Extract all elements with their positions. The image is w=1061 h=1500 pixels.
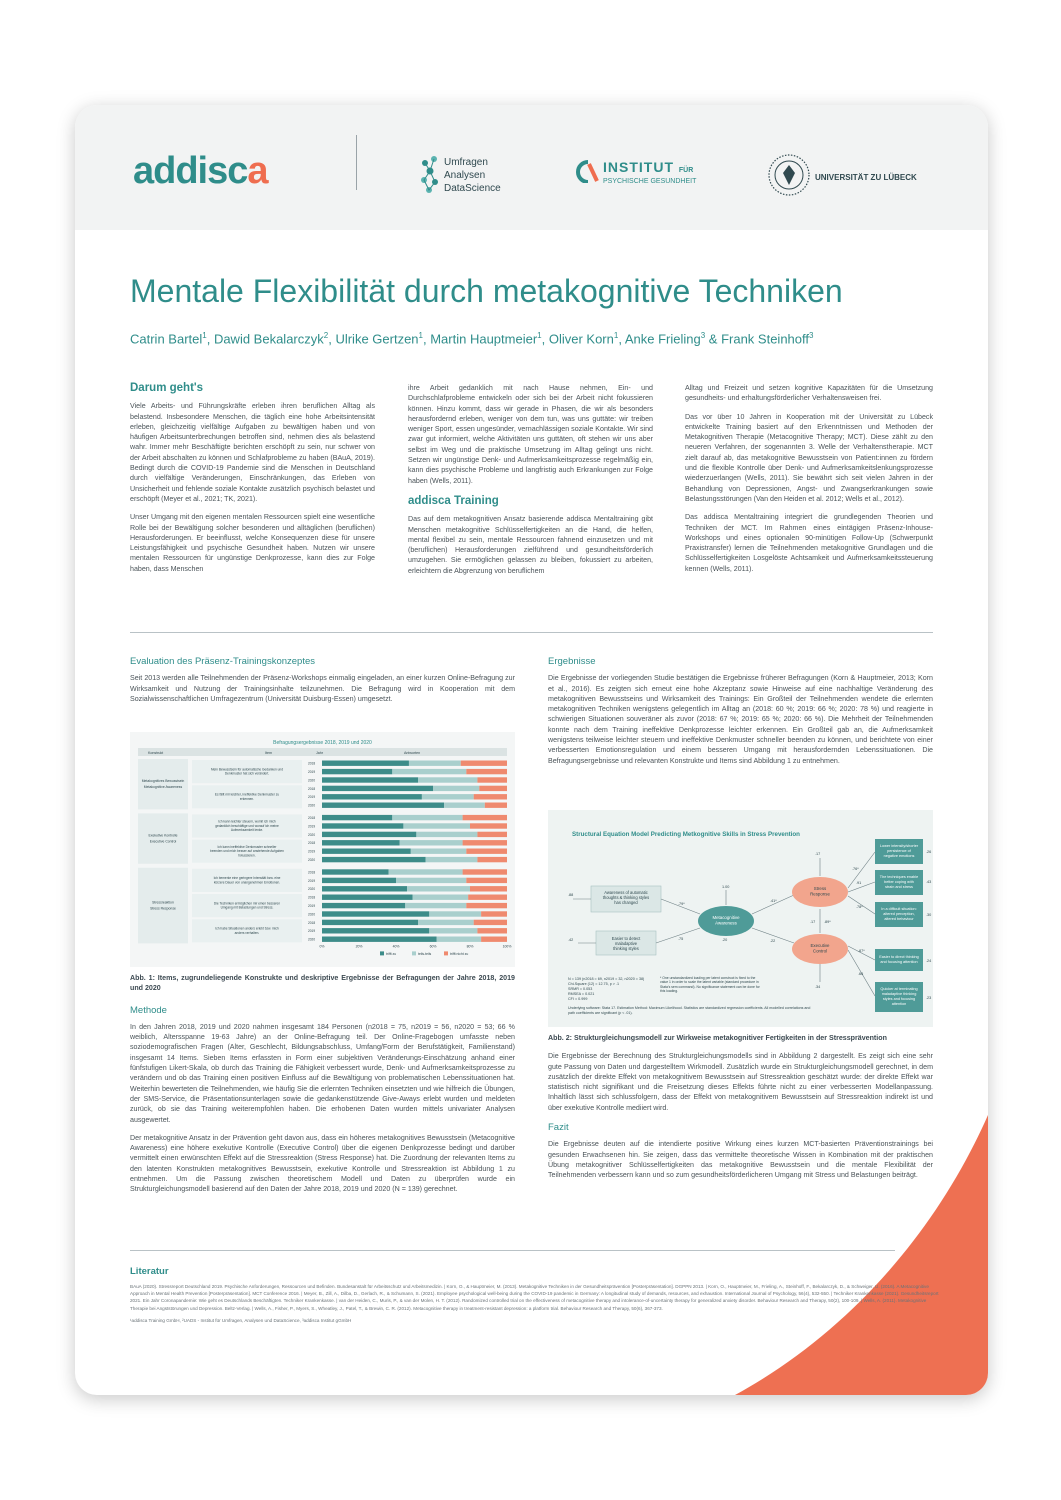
- uads-molecule-icon: [420, 155, 442, 195]
- fig2-node-label: Stress Response: [810, 886, 830, 897]
- fig1-bar-segment: [466, 769, 507, 774]
- fig1-column-header: Antworten: [404, 751, 421, 755]
- fig1-bar-segment: [463, 815, 507, 820]
- section-heading-methode: Methode: [130, 1004, 167, 1016]
- fig1-item-label: Ich bemerke eine geringere Intensität bzw. eine: [213, 876, 281, 881]
- fig1-axis-tick: 100%: [502, 944, 512, 949]
- fig1-year-label: 2018: [308, 786, 316, 791]
- paragraph: Viele Arbeits- und Führungskräfte erleben ihren beruflichen Alltag als belastend. Insbesondere Menschen, die täglich eine hohe Arbeitsintensität erleben, gleichzeitig vielfältige Aufgaben zu bewältigen haben und von häufigen Arbeitsunterbrechungen betroffen sind, nehmen dies als belastend wahr. Immer mehr Beschäftigte berichten erschöpft zu sein, nur schwer von der Arbeit abschalten zu können und Schlafprobleme zu haben (BAuA, 2019). Bedingt durch die COVID-19 Pandemie sind die Menschen in Deutschland durch vielfältige Veränderungen, Einschränkungen, das Erleben von Unsicherheit und fehlende soziale Kontakte zusätzlich psychisch belastet und erschöpft (Meyer et al., 2021; TK, 2021).: [130, 402, 375, 503]
- fig2-right-text: Quicker at terminating maladaptive thinking styles and focusing attention: [880, 987, 918, 1006]
- fig1-bar-segment: [322, 857, 426, 862]
- affiliations-text: ¹addisca Training GmbH, ²UADS - Institut für Umfragen, Analysen und DataScience, ³addisca Institut gGmbH: [130, 1317, 352, 1323]
- fig2-coef: .79*: [678, 902, 685, 906]
- fig1-bar-segment: [411, 849, 467, 854]
- fig1-bar-segment: [322, 769, 392, 774]
- fig1-legend-swatch: [444, 951, 448, 955]
- fig1-bar-segment: [392, 815, 462, 820]
- fig1-bar-segment: [416, 832, 477, 837]
- author-list: Catrin Bartel$^1$, Dawid Bekalarczyk$^2$, Ulrike Gertzen$^1$, Martin Hauptmeier$^1$, Oliver Korn$^1$, Anke Frieling$^3$ & Frank Steinhoff$^3$: [130, 331, 814, 347]
- fig1-construct-label: Stressreaktion: [152, 900, 174, 905]
- fig2-coef: .76*: [852, 867, 859, 871]
- section-heading-literatur: Literatur: [130, 1266, 169, 1277]
- fig1-title: Befragungsergebnisse 2018, 2019 und 2020: [273, 740, 372, 746]
- fig1-axis-tick: 80%: [466, 944, 474, 949]
- fig1-bar-segment: [409, 761, 461, 766]
- fig1-bar-segment: [481, 911, 507, 916]
- fig1-year-label: 2019: [308, 770, 316, 774]
- paragraph: Das addisca Mentaltraining integriert die grundlegenden Theorien und Techniken der MCT. Im Rahmen eines eintägigen Präsenz-Inhouse-Workshops und eines optionalen 90-minütigen Follow-Up (Schwerpunkt Praxistransfer) lernen die Teilnehmenden metakognitive Grundlagen und die Schlüsselfertigkeiten Losgelöste Achtsamkeit und Aufmerksamkeitssteuerung kennen (Wells, 2011).: [685, 513, 933, 573]
- fig2-coef: .88: [568, 893, 574, 897]
- fig1-year-label: 2020: [308, 803, 316, 808]
- fig2-software-box: [568, 1006, 818, 1020]
- university-name: UNIVERSITÄT ZU LÜBECK: [815, 173, 917, 182]
- fig1-bar-segment: [322, 928, 429, 933]
- figure-2-caption: Abb. 2: Strukturgleichungsmodell zur Wirkweise metakognitiver Fertigkeiten in der Stressprävention: [548, 1034, 887, 1042]
- fig1-bar-segment: [477, 928, 507, 933]
- fig2-coef: .66: [858, 972, 864, 976]
- fig1-bar-segment: [437, 937, 481, 942]
- fig1-bar-segment: [466, 903, 507, 908]
- fig2-stat: CFI = 0.999: [568, 997, 588, 1001]
- fig1-year-label: 2019: [308, 795, 316, 800]
- fig1-bar-segment: [468, 895, 507, 900]
- fig1-year-label: 2020: [308, 832, 316, 837]
- institut-logo-title: INSTITUT FÜR: [603, 159, 694, 175]
- fig1-bar-segment: [322, 823, 403, 828]
- fig1-bar-segment: [322, 911, 429, 916]
- section-heading-training: addisca Training: [408, 494, 499, 507]
- fig1-bar-segment: [418, 920, 474, 925]
- university-seal-icon: [767, 153, 811, 197]
- author: Oliver Korn: [548, 331, 614, 347]
- fig1-bar-segment: [322, 895, 413, 900]
- fig1-bar-segment: [470, 886, 507, 891]
- paragraph: In den Jahren 2018, 2019 und 2020 nahmen insgesamt 184 Personen (n2018 = 75, n2019 = 56, n2020 = 53; 66 % weiblich, Altersspanne 19-63 Jahre) an der Online-Befragung teil. Der Online-Fragebogen umfasste neben soziodemografischen Fragen (Alter, Geschlecht, Bildungsabschluss, Umfang/Form der Berufstätigkeit, Familienstand) insgesamt 14 Items. Sieben Items erfassten in Form einer subjektiven Veränderungs-Einschätzung anhand einer fünfstufigen Likert-Skala, ob durch das Training die Fähigkeit verbessert wurde, Denk- und Aufmerksamkeitsprozesse zu verändern und ob das Training einen positiven Einfluss auf die Bewältigung von problematischen Lebenssituationen hat. Weiterhin bewerteten die Teilnehmenden, wie häufig Sie die erlernten Techniken einsetzten und wie hilfreich die Übungen, der SMS-Service, die Präsentationsunterlagen sowie die gedankenstützende Give-Aways erlebt wurden und meldeten zurück, ob sie das Training weiterempfohlen haben. Die erhobenen Daten wurden mittels univariater Analysen ausgewertet.: [130, 1022, 515, 1124]
- fig1-item-label: Die Techniken ermöglichen mir einen besseren: [213, 901, 281, 906]
- fig2-item-text: Awareness of automatic thoughts & thinking styles has changed: [602, 890, 650, 905]
- author: Ulrike Gertzen: [335, 331, 419, 347]
- paragraph: Die Ergebnisse der Berechnung des Strukturgleichungsmodells sind in Abbildung 2 dargestellt. Es zeigt sich eine sehr gute Passung von Daten und dargestelltem Wirkmodell. Zusätzlich wurde ein Strukturgleichungsmodell gerechnet, in dem zusätzlich der direkte Effekt von metakognitivem Bewusstsein auf Stressreaktion geschätzt wurde: der direkte Effekt war statistisch nicht signifikant und die Freisetzung dieses Effekts führte nicht zu einer verbesserten Modellanpassung. Inhaltlich lässt sich schlussfolgern, dass der Effekt von metakognitivem Bewusstsein auf Stressreaktion indirekt ist und über exekutive Kontrolle mediiert wird.: [548, 1052, 933, 1112]
- fig1-legend-label: trifft nicht zu: [450, 951, 469, 956]
- figure-2-sem-diagram: [548, 810, 933, 1027]
- fig1-axis-tick: 20%: [355, 944, 363, 949]
- fig2-node-label: Metacognitive Awareness: [712, 915, 740, 926]
- intro-column-3: [685, 383, 933, 582]
- fig1-year-label: 2018: [308, 816, 316, 820]
- fig2-stat: N = 139 (n2018 = 69, n2019 = 32, n2020 = 38): [568, 977, 645, 981]
- fig2-coef: .89*: [824, 920, 831, 924]
- fig1-construct-cell: [138, 813, 188, 863]
- fig2-coef: .75: [678, 937, 684, 941]
- fig1-construct-cell: [138, 868, 188, 944]
- references-heading-block: [130, 1267, 330, 1283]
- fig1-bar-segment: [389, 869, 463, 874]
- fig2-coef: .30: [926, 913, 932, 917]
- paragraph: Der metakognitive Ansatz in der Prävention geht davon aus, dass ein höheres metakognitives Bewusstsein (Metacognitive Awareness) eine höhere exekutive Kontrolle (Executive Control) über die eigenen Denkprozesse bedingt und darüber vermittelt einen erwünschten Effekt auf die Stressreaktion (Stress Response) hat. Die Zuordnung der relevanten Items zu den latenten Konstrukten metakognitives Bewusstsein, exekutive Kontrolle und Stressreaktion ist Abbildung 1 zu entnehmen. Um die Passung zwischen theoretischem Modell und Daten zu überprüfen wurde ein Strukturgleichungsmodell basierend auf den Daten der Jahre 2018, 2019 und 2020 (N = 139) gerechnet.: [130, 1133, 515, 1194]
- fig1-bar-segment: [405, 903, 466, 908]
- intro-column-2: [408, 383, 653, 584]
- fig1-year-label: 2020: [308, 912, 316, 917]
- fig1-year-label: 2020: [308, 858, 316, 862]
- fig1-year-label: 2019: [308, 849, 316, 854]
- fig2-coef: .91: [856, 881, 862, 885]
- uads-logo-text: Umfragen Analysen DataScience: [444, 157, 501, 194]
- fig1-construct-label: Stress Response: [150, 906, 176, 911]
- uads-logo: [420, 155, 540, 200]
- fig1-year-label: 2020: [308, 778, 316, 783]
- fig1-bar-segment: [466, 878, 507, 883]
- paragraph: Seit 2013 werden alle Teilnehmenden der Präsenz-Workshops einmalig eingeladen, an einer kurzen Online-Befragung zur Wirksamkeit und Nutzung der Trainingsinhalte teilzunehmen. Die Befragung wird in Kooperation mit dem Sozialwissenschaftlichen Umfragezentrum (Universität Duisburg-Essen) umgesetzt.: [130, 674, 515, 703]
- fig1-year-label: 2019: [308, 929, 316, 934]
- fig1-year-label: 2018: [308, 895, 316, 900]
- fig2-stat: RMSEA = 0.021: [568, 992, 595, 996]
- fig1-item-label: erkennen.: [239, 796, 255, 801]
- fig1-bar-segment: [433, 786, 479, 791]
- fig1-legend-label: teils-teils: [418, 951, 432, 956]
- fig1-bar-segment: [322, 794, 422, 799]
- fig1-item-label: Ich kann ineffektive Denkmuster schneller: [217, 844, 277, 849]
- fig2-right-text: The techniques enable better coping with strain and stress: [879, 875, 919, 889]
- section-heading-darum: Darum geht's: [130, 382, 204, 394]
- evaluation-column: [130, 657, 515, 712]
- section-heading-evaluation: Evaluation des Präsenz-Trainingskonzeptes: [130, 656, 315, 667]
- paragraph: Das vor über 10 Jahren in Kooperation mit der Universität zu Lübeck entwickelte Training basiert auf den Erkenntnissen und Methoden der Metakognitiven Therapie (Metacognitive Therapy; MCT). Diese zählt zu den neueren Verfahren, der sogenannten 3. Welle der Verhaltenstherapie. MCT zielt darauf ab, das metakognitive Bewusstsein von Patient:innen zu fördern und die flexible Kontrolle über Denk- und Aufmerksamkeitslenkungsprozesse wiederzuerlangen (Wells, 2011). Sie bewährt sich seit vielen Jahren in der Behandlung von Depressionen, Angst- und Zwangserkrankungen sowie Belastungsstörungen (Van den Heiden et al. 2012; Wells et al., 2012).: [685, 412, 933, 503]
- fig1-item-label: Mein Bewusstsein für automatische Gedanken und: [211, 767, 283, 772]
- fig1-bar-segment: [322, 840, 400, 845]
- fig2-coef: .23: [926, 996, 932, 1000]
- fig1-bar-segment: [463, 869, 507, 874]
- author: Dawid Bekalarczyk: [213, 331, 324, 347]
- fig2-coef: .20: [722, 938, 728, 942]
- intro-column-1: [130, 383, 375, 582]
- paragraph: Die Ergebnisse deuten auf die intendierte positive Wirkung eines kurzen MCT-basierten Präventionstrainings bei gesunden Erwachsenen hin. Sie zeigen, dass das vermittelte theoretische Wissen in Kombination mit der praktischen Übung metakognitiver Schlüsselfertigkeiten das metakognitive Bewusstsein und die mentale Flexibilität der Teilnehmenden verbessern kann und so zum gesundheitsförderlicheren Umgang mit Stress und Belastungen beiträgt.: [548, 1140, 933, 1180]
- fig1-bar-segment: [477, 777, 507, 782]
- fig2-stats: [568, 977, 644, 1001]
- fig2-coef: .26: [926, 850, 932, 854]
- addisca-logo: addisca: [133, 150, 268, 192]
- section-divider: [130, 1250, 895, 1251]
- paragraph: Die Ergebnisse der vorliegenden Studie bestätigen die Ergebnisse früherer Befragungen (Korn & Hauptmeier, 2013; Korn et al., 2016). Es zeigten sich erneut eine hohe Akzeptanz sowie Hinweise auf eine nachhaltige Veränderung des metakognitiven Bewusstseins und Wirksamkeit des Trainings: Ein Großteil der Teilnehmenden wendete die erlernten metakognitiven Techniken wenigstens gelegentlich im Alltag an (2018: 60 %; 2019: 66 %; 2020: 78 %) und reagierte in schwierigen Situationen souveräner als zuvor (2018: 67 %; 2019: 65 %; 2020: 66 %). Die Mehrheit der Teilnehmenden konnte nach dem Training ineffektive Denkprozesse leichter erkennen. Ein Großteil gab an, die Aufmerksamkeit wenigstens teilweise leichter steuern und ineffektive Denkmuster schneller beenden zu können, und berichtete von einer verbesserten Emotionsregulation und einem besseren Umgang mit herausfordernden Lebenssituationen. Die Befragungsergebnisse und relevanten Konstrukte und Items sind Abbildung 1 zu entnehmen.: [548, 674, 933, 765]
- results-column-lower: [548, 1033, 933, 1189]
- fig1-bar-segment: [474, 920, 507, 925]
- fig2-coef: .43: [926, 880, 932, 884]
- fig1-bar-segment: [422, 794, 474, 799]
- fig1-bar-segment: [322, 761, 409, 766]
- luebeck-logo: [767, 153, 917, 202]
- fig1-bar-segment: [392, 769, 466, 774]
- institut-mark-icon: [575, 159, 601, 183]
- fig1-item-label: fokussieren.: [238, 853, 256, 858]
- author: Catrin Bartel: [130, 331, 203, 347]
- fig1-item-label: Umgang mit Belastungen und Stress.: [220, 905, 274, 910]
- figure-2-svg: [548, 810, 933, 1027]
- fig1-year-label: 2018: [308, 841, 316, 846]
- fig1-year-label: 2018: [308, 870, 316, 875]
- figure-1-caption: Abb. 1: Items, zugrundeliegende Konstrukte und deskriptive Ergebnisse der Befragungen der Jahre 2018, 2019 und 2020: [130, 974, 515, 993]
- fig1-bar-segment: [322, 777, 418, 782]
- fig2-right-text: In a difficult situation: altered perception, altered behaviour: [881, 907, 917, 921]
- poster-title: Mentale Flexibilität durch metakognitive Techniken: [130, 273, 843, 309]
- fig1-bar-segment: [426, 857, 478, 862]
- fig2-coef: 1.00: [722, 885, 730, 889]
- fig1-bar-segment: [461, 761, 507, 766]
- fig1-item-label: Aufmerksamkeit lenke.: [230, 828, 264, 833]
- fig1-column-header: Item: [265, 751, 272, 755]
- fig1-legend-swatch: [380, 951, 384, 955]
- fig1-bar-segment: [322, 869, 389, 874]
- fig2-coef: .87*: [858, 949, 865, 953]
- fig2-title: Structural Equation Model Predicting Metkognitive Skills in Stress Prevention: [572, 831, 800, 838]
- fig1-column-header: Konstrukt: [148, 751, 164, 755]
- fig1-item-label: kürzere Dauer von unangenehmen Emotionen.: [213, 880, 281, 885]
- fig1-bar-segment: [429, 911, 481, 916]
- fig1-bar-segment: [322, 786, 433, 791]
- fig1-axis-tick: 0%: [319, 944, 325, 949]
- fig1-construct-label: Metakognitive Awareness: [143, 785, 183, 790]
- fig2-item-text: Easier to detect maladaptive thinking styles: [611, 936, 641, 951]
- fig2-coef: .78*: [856, 905, 863, 909]
- fig1-item-label: beenden und mich besser auf anstehende Aufgaben: [210, 849, 284, 854]
- fig2-coef: .22: [770, 939, 776, 943]
- figure-1-svg: [130, 732, 515, 967]
- fig2-right-text: Easier to direct thinking and focusing attention: [879, 955, 919, 964]
- fig2-stat: SRMR = 0.053: [568, 987, 593, 991]
- fig2-footnote-box: [660, 976, 760, 1006]
- fig1-bar-segment: [396, 878, 466, 883]
- fig1-bar-segment: [322, 878, 396, 883]
- references-list: [130, 1283, 940, 1329]
- fig2-footnote: * One unstandardized loading per latent construct is fixed to the value 1 in order to scale the latent variable (standard procedure in Stata's sem command). No significance statement can be done for this loading.: [660, 976, 760, 994]
- fig2-coef: .24: [926, 959, 932, 963]
- fig1-bar-segment: [322, 832, 416, 837]
- fig1-year-label: 2020: [308, 937, 316, 942]
- fig1-bar-segment: [481, 937, 507, 942]
- fig1-bar-segment: [322, 849, 411, 854]
- fig1-bar-segment: [466, 849, 507, 854]
- fig1-bar-segment: [485, 803, 507, 808]
- fig1-bar-segment: [463, 840, 507, 845]
- fig1-bar-segment: [322, 803, 444, 808]
- paragraph: Das auf dem metakognitiven Ansatz basierende addisca Mentaltraining gibt Menschen metakognitive Schlüsselfertigkeiten an die Hand, die helfen, mental flexibel zu sein, mentale Ressourcen fahnend einzusetzen und mit (beruflichen) Herausforderungen zielführend und gesundheitsförderlich umzugehen. Sie ermöglichen gelassen zu bleiben, fokussiert zu arbeiten, erleichtern die Abgrenzung von beruflichem: [408, 515, 653, 575]
- fig1-column-header: Jahr: [316, 751, 323, 755]
- fig1-bar-segment: [418, 777, 477, 782]
- fig2-right-items: [875, 839, 923, 1012]
- fig1-item-label: Ich kann leichter steuern, womit ich mich: [218, 819, 276, 824]
- fig1-bar-segment: [470, 823, 507, 828]
- fig1-item-label: Ich habe Situationen anders erlebt bzw. mich: [215, 926, 279, 931]
- fig1-axis-tick: 60%: [429, 944, 437, 949]
- figure-1-chart: [130, 732, 515, 967]
- figure-1-caption-block: [130, 973, 515, 1203]
- fig1-bar-segment: [322, 920, 418, 925]
- section-heading-ergebnisse: Ergebnisse: [548, 656, 596, 667]
- fig1-construct-cell: [138, 759, 188, 809]
- fig1-bar-segment: [429, 928, 477, 933]
- fig1-year-label: 2019: [308, 904, 316, 908]
- fig1-item-label: Es fällt mir leichter, ineffektive Denkmuster zu: [214, 792, 280, 797]
- fig1-item-label: anders verhalten.: [234, 930, 260, 935]
- fig1-construct-label: Exekutive Kontrolle: [148, 833, 178, 838]
- fig1-year-label: 2018: [308, 920, 316, 925]
- paragraph: Alltag und Freizeit und setzen kognitive Kapazitäten für die Umsetzung gesundheits- und erhaltungsförderlicher Verhaltensweisen frei.: [685, 384, 933, 403]
- author: Frank Steinhoff: [721, 331, 809, 347]
- author: Martin Hauptmeier: [430, 331, 538, 347]
- section-divider: [130, 632, 933, 633]
- fig2-software: Underlying software: Stata 17. Estimation Method: Maximum Likelihood. Statistics are standardized regression coefficients. All modelled correlations and path coefficients are significant (p < .01).: [568, 1006, 811, 1015]
- fig1-year-label: 2019: [308, 878, 316, 883]
- logo-divider: [356, 135, 357, 190]
- fig1-year-label: 2018: [308, 761, 316, 766]
- fig1-bar-segment: [477, 832, 507, 837]
- fig1-bar-segment: [479, 786, 507, 791]
- fig2-stat: Chi-Square (12) = 12.75, p > .1: [568, 982, 620, 986]
- results-column: [548, 657, 933, 774]
- fig1-year-label: 2020: [308, 887, 316, 892]
- fig1-construct-label: Executive Control: [149, 839, 177, 844]
- author: Anke Frieling: [624, 331, 701, 347]
- fig1-bar-segment: [322, 886, 407, 891]
- references-text: BAuA (2020). Stressreport Deutschland 2019. Psychische Anforderungen, Ressourcen und Befinden. Bundesanstalt für Arbeitsschutz und Arbeitsmedizin. | Korn, O., & Hauptmeier, M. (2013). Metakognitive Techniken in der Gesundheitsprävention [Posterpräsentation]. DGPPN 2013. | Korn, O., Hauptmeier, M., Frieling, A., Steinhoff, F., Bekalarczyk, D., & Schweiger, U. (2016). A Metacognitive Approach in Mental Health Prevention [Posterpräsentation]. MCT Conference 2016. | Meyer, B., Zill, A., Dilba, D., Gerlach, R., & Schumann, S. (2021). Employee psychological well-being during the COVID-19 pandemic in Germany: A longitudinal study of demands, resources, and exhaustion. International Journal of Psychology, 56(4), 532-550. | Techniker Krankenkasse (2021). Gesundheitsreport 2021. Ein Jahr Coronapandemie: Wie geht es Deutschlands Beschäftigten. Techniker Krankenkasse. | van der Heiden, C., Muris, P., & van der Molen, H. T. (2012). Randomized controlled trial on the effectiveness of metacognitive therapy and intolerance-of-uncertainty therapy for generalized anxiety disorder. Behaviour Research and Therapy, 50(2), 100-109. | Wells, A. (2011). Metakognitive Therapie bei Angststörungen und Depression. Beltz-Verlag. | Wells, A., Fisher, P., Myers, S., Wheatley, J., Patel, T., & Brewin, C. R. (2012). Metacognitive therapy in treatment-resistant depression: a platform trial. Behaviour Research and Therapy, 50(6), 367-373.: [130, 1284, 939, 1311]
- section-heading-fazit: Fazit: [548, 1122, 569, 1134]
- fig1-item-label: Denkmuster hat sich verändert.: [224, 771, 270, 776]
- poster-card: [75, 105, 988, 1395]
- fig1-bar-segment: [400, 840, 463, 845]
- fig2-coef: .17: [815, 852, 821, 856]
- fig1-bar-segment: [322, 903, 405, 908]
- fig1-item-label: gedanklich beschäftige und worauf ich meine: [215, 823, 279, 828]
- fig1-bar-segment: [444, 803, 485, 808]
- fig1-year-label: 2019: [308, 824, 316, 829]
- fig1-bar-segment: [403, 823, 470, 828]
- paragraph: Unser Umgang mit den eigenen mentalen Ressourcen spielt eine wesentliche Rolle bei der Bewältigung solcher besonderen und alltäglichen (beruflichen) Herausforderungen. Er beeinflusst, welche Konsequenzen diese für unsere Leistungsfähigkeit und psychische Gesundheit haben. Nutzen wir unsere mentalen Ressourcen für ungünstige Denkprozesse, kann dies zur Folge haben, dass Menschen: [130, 513, 375, 573]
- fig1-legend-label: trifft zu: [386, 951, 397, 956]
- fig1-bar-segment: [474, 794, 507, 799]
- fig1-bar-segment: [477, 857, 507, 862]
- fig1-bar-segment: [322, 815, 392, 820]
- fig1-axis-tick: 40%: [392, 944, 400, 949]
- fig2-coef: .17: [810, 920, 816, 924]
- fig2-right-text: Lower intensity/shorter persistence of negative emotions: [879, 844, 919, 858]
- fig1-bar-segment: [407, 886, 470, 891]
- fig1-bar-segment: [322, 937, 437, 942]
- paragraph: ihre Arbeit gedanklich mit nach Hause nehmen, Ein- und Durchschlafprobleme entwickeln oder sich bei der Arbeit nicht fokussieren können. Hinzu kommt, dass wir gerade in Phasen, die wir als besonders herausfordernd erleben, weniger von dem tun, was uns guttäte: wir treiben weniger Sport, essen ungesünder, vernachlässigen soziale Kontakte. Wir sind zwar gut informiert, welche Aktivitäten uns guttäten, oft stehen wir uns aber selbst im Weg und die praktische Umsetzung im Alltag gelingt uns nicht. Setzen wir ungünstige Denk- und Aufmerksamkeitsprozesse regelmäßig ein, kann dies psychische Probleme und langfristig auch Erkrankungen zur Folge haben (Wells, 2011).: [408, 384, 653, 485]
- fig2-coef: .34: [815, 985, 821, 989]
- fig1-bar-segment: [413, 895, 469, 900]
- fig2-coef: .42: [568, 938, 574, 942]
- institut-logo-subtitle: PSYCHISCHE GESUNDHEIT: [603, 178, 697, 185]
- fig1-legend-swatch: [412, 951, 416, 955]
- fig1-construct-label: Metakognitives Bewusstsein: [141, 779, 185, 784]
- fig2-coef: .41*: [770, 899, 777, 903]
- fig2-node-label: Executive Control: [810, 943, 830, 954]
